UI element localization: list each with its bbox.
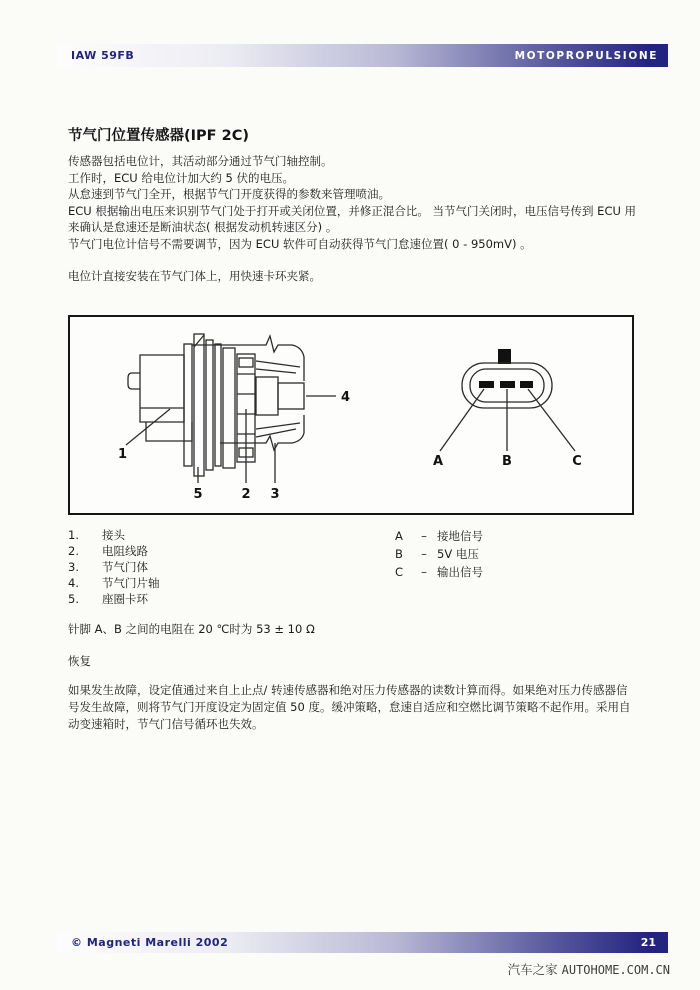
callout-number-5: 5 [193, 487, 203, 502]
legend-part-row [68, 527, 632, 543]
page-title: 节气门位置传感器(IPF 2C) [68, 128, 249, 144]
legend-pin-id: A [395, 529, 403, 543]
intro-line: 从怠速到节气门全开，根据节气门开度获得的参数来管理喷油。 [68, 187, 390, 202]
legend-pin-dash: – [421, 565, 427, 579]
sensor-retaining-ring [184, 334, 221, 476]
pin-b [500, 381, 515, 388]
pin-leader-a [440, 389, 484, 451]
intro-line: 来确认是怠速还是断油状态( 根据发动机转速区分) 。 [68, 220, 338, 235]
page-header-bar [57, 44, 668, 67]
legend-part-number: 1. [68, 528, 79, 542]
legend [68, 527, 632, 613]
legend-part-row [68, 575, 632, 591]
intro-paragraph [68, 153, 636, 253]
legend-part-row [68, 591, 632, 607]
legend-part-row [68, 543, 632, 559]
legend-pins-column [395, 527, 483, 581]
pin-c [520, 381, 533, 388]
footer-copyright: © Magneti Marelli 2002 [71, 936, 229, 949]
header-section-title: MOTOPROPULSIONE [514, 49, 658, 62]
recovery-paragraph [68, 682, 630, 732]
callout-number-4: 4 [341, 390, 351, 405]
legend-part-number: 4. [68, 576, 79, 590]
recovery-line: 如果发生故障，设定值通过来自上止点/ 转速传感器和绝对压力传感器的读数计算而得。如果绝对压力传感器信 [68, 683, 628, 697]
legend-part-number: 5. [68, 592, 79, 606]
site-watermark [508, 960, 670, 978]
mounting-note: 电位计直接安装在节气门体上，用快速卡环夹紧。 [68, 269, 321, 283]
callout-number-3: 3 [270, 487, 280, 502]
connector-key-tab [498, 349, 511, 364]
intro-line: 传感器包括电位计，其活动部分通过节气门轴控制。 [68, 154, 333, 168]
legend-parts-column [68, 527, 632, 607]
legend-part-label: 接头 [102, 528, 125, 542]
legend-part-label: 节气门体 [102, 560, 148, 574]
figure-box [68, 315, 634, 515]
recovery-heading: 恢复 [68, 654, 91, 668]
legend-part-label: 电阻线路 [102, 544, 148, 558]
legend-part-number: 3. [68, 560, 79, 574]
footer-page-number: 21 [640, 936, 656, 949]
legend-part-label: 座圈卡环 [102, 592, 148, 606]
watermark-chinese: 汽车之家 [507, 962, 558, 977]
recovery-line: 号发生故障，则将节气门开度设定为固定值 50 度。缓冲策略，怠速自适应和空燃比调节策略不起作用。采用自 [68, 699, 631, 714]
legend-pin-label: 5V 电压 [437, 547, 479, 561]
legend-part-row [68, 559, 632, 575]
recovery-line: 动变速箱时，节气门信号循环也失效。 [68, 716, 264, 731]
pin-label-c: C [572, 454, 582, 469]
legend-pin-id: B [395, 547, 403, 561]
sensor-resistor-track [223, 348, 255, 468]
legend-pin-dash: – [421, 529, 427, 543]
legend-part-number: 2. [68, 544, 79, 558]
legend-pin-dash: – [421, 547, 427, 561]
callout-number-1: 1 [118, 447, 128, 462]
pin-a [479, 381, 494, 388]
intro-line: 工作时，ECU 给电位计加大约 5 伏的电压。 [68, 170, 294, 185]
pin-label-b: B [502, 454, 512, 469]
sensor-connector-body [128, 355, 192, 441]
sensor-diagram [70, 317, 632, 513]
callout-leader-1 [126, 409, 170, 445]
header-model-code: IAW 59FB [71, 49, 135, 62]
resistance-note: 针脚 A、B 之间的电阻在 20 ℃时为 53 ± 10 Ω [68, 622, 315, 636]
page-footer-bar [57, 932, 668, 953]
throttle-body-housing [192, 336, 304, 450]
throttle-shaft [256, 377, 304, 415]
legend-pin-row [395, 563, 483, 581]
pin-leader-c [528, 389, 575, 451]
legend-pin-id: C [395, 565, 404, 579]
legend-pin-label: 输出信号 [437, 565, 483, 579]
watermark-domain: AUTOHOME.COM.CN [561, 963, 670, 977]
legend-part-label: 节气门片轴 [102, 576, 160, 590]
connector-pinout [440, 349, 575, 451]
intro-line: ECU 根据输出电压来识别节气门处于打开或关闭位置，并修正混合比。 当节气门关闭时，电压信号传到 ECU 用 [68, 203, 637, 218]
intro-line: 节气门电位计信号不需要调节，因为 ECU 软件可自动获得节气门怠速位置( 0 - 950mV) 。 [68, 236, 532, 251]
legend-pin-label: 接地信号 [437, 529, 483, 543]
legend-pin-row [395, 527, 483, 545]
callout-number-2: 2 [241, 487, 251, 502]
legend-pin-row [395, 545, 483, 563]
pin-label-a: A [432, 454, 444, 469]
